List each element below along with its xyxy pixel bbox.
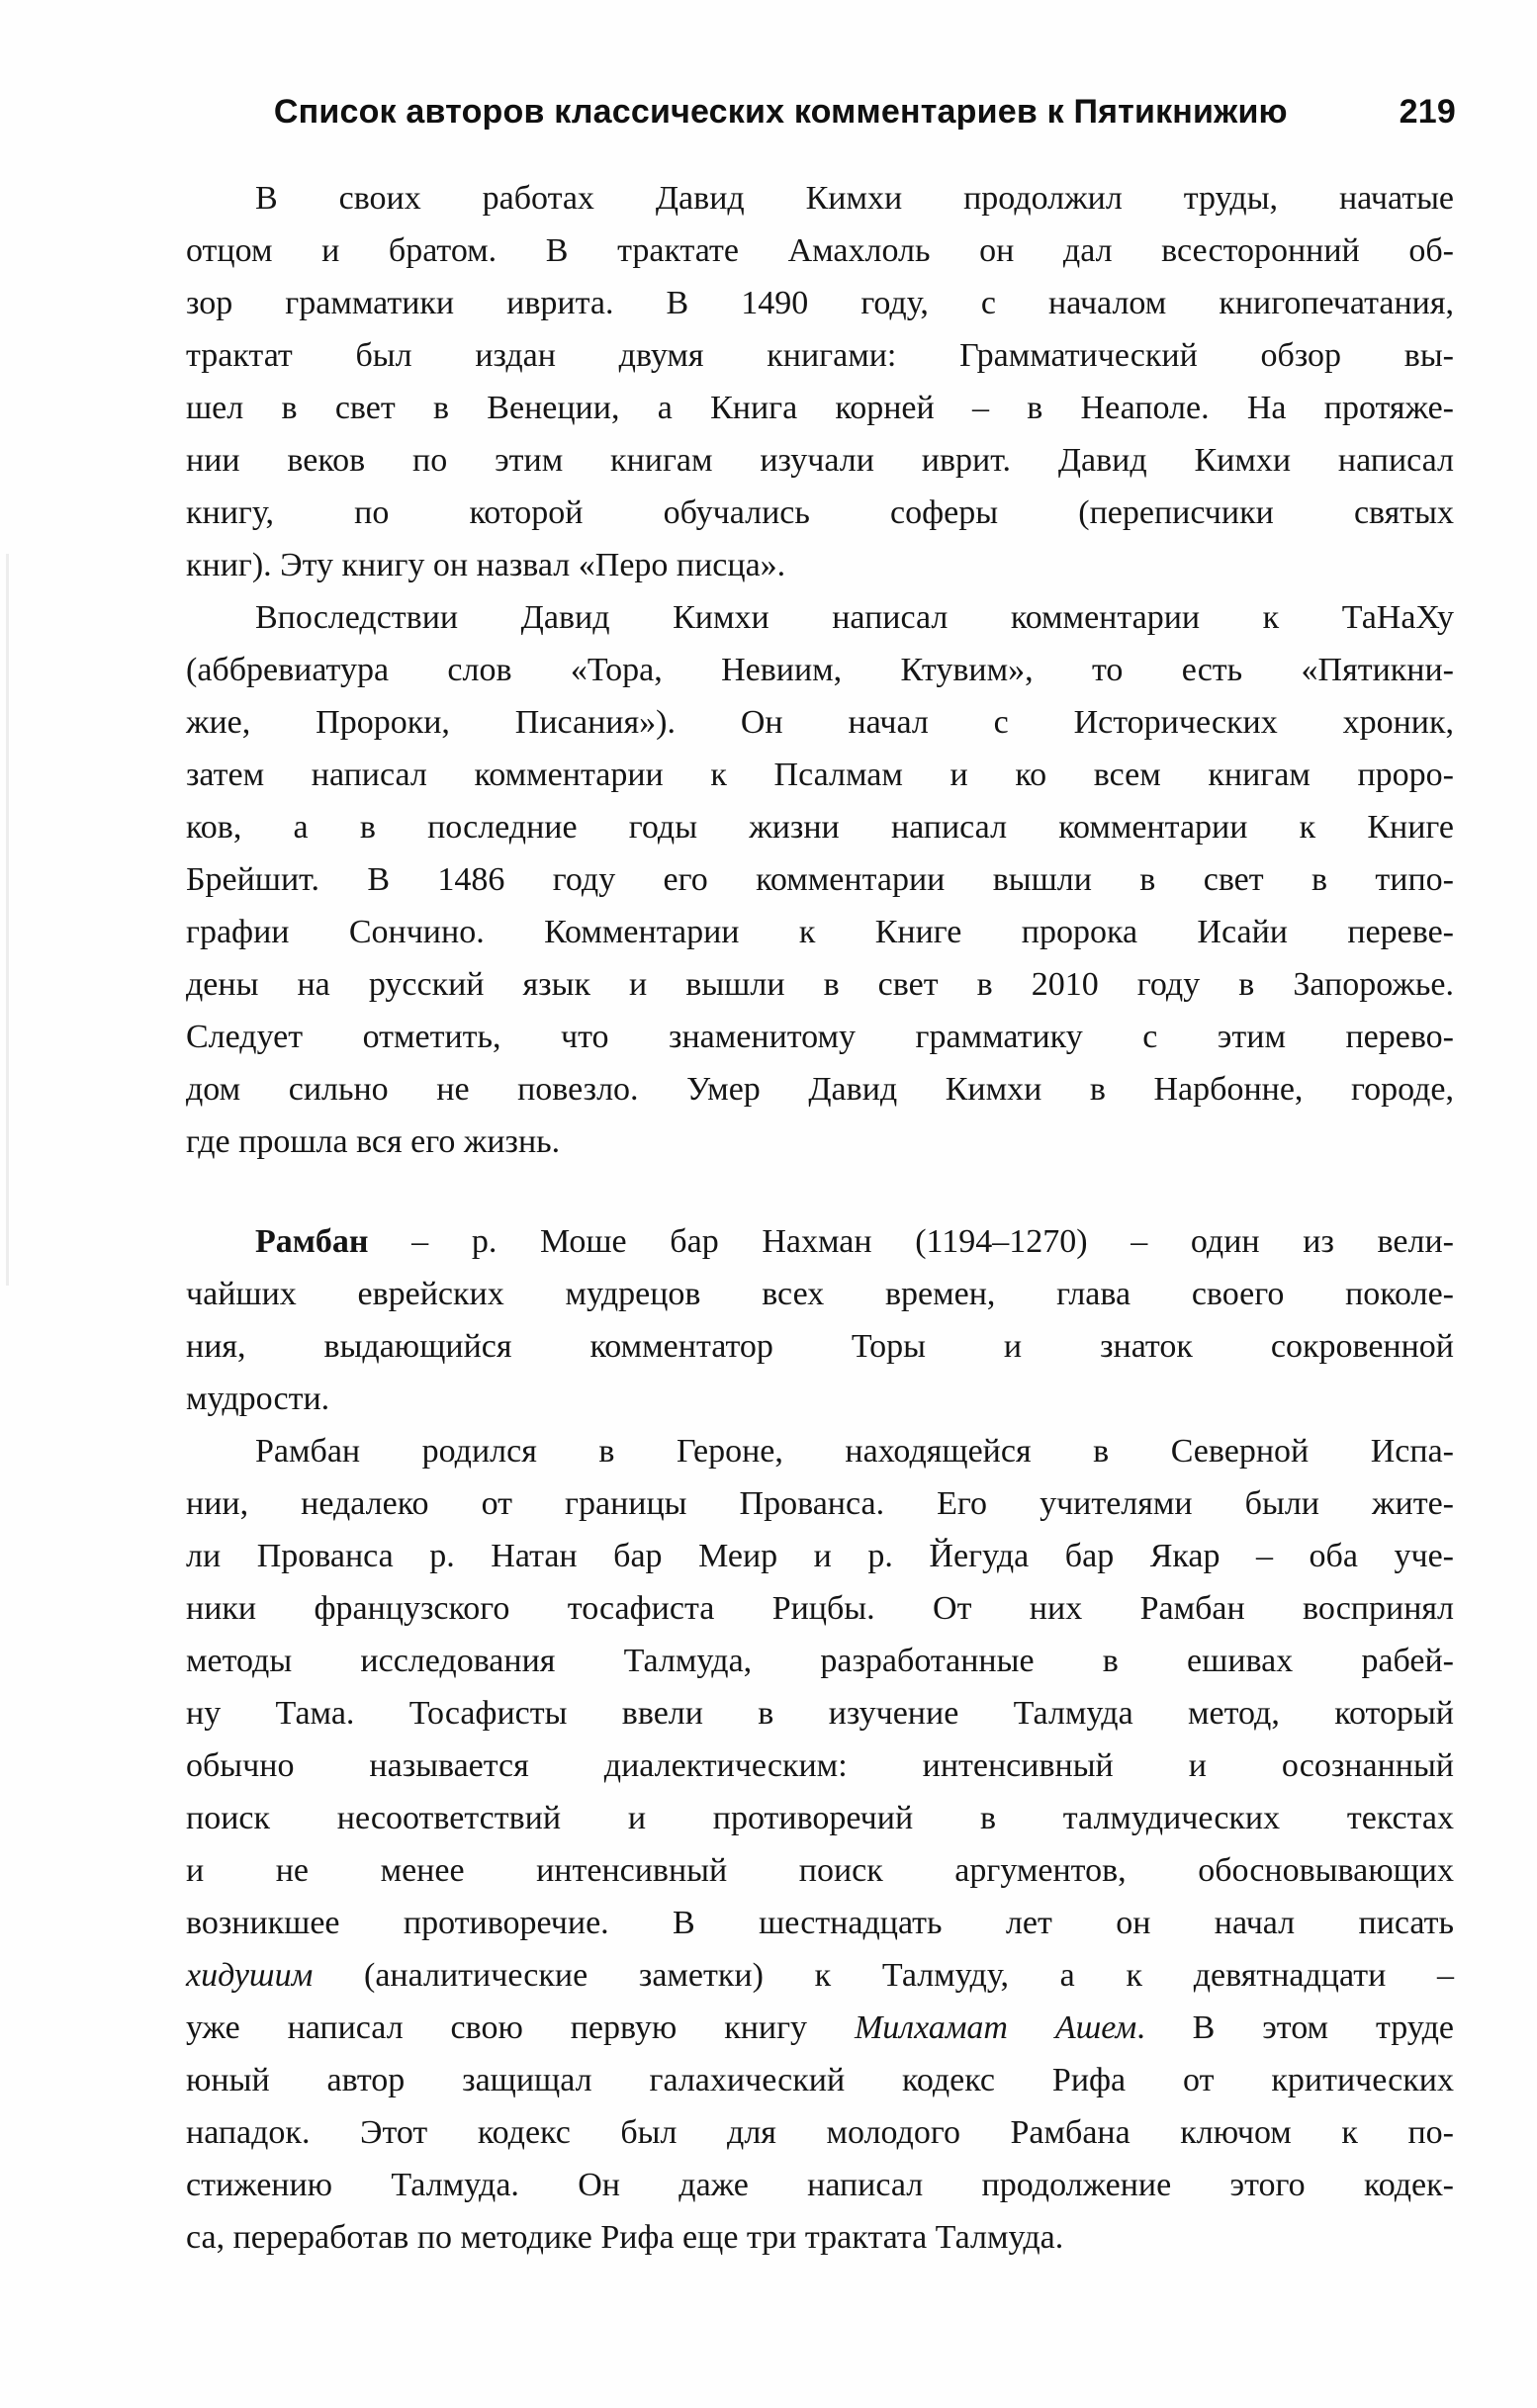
text-line <box>186 434 1454 487</box>
text-line <box>186 1582 1454 1635</box>
text-segment: зор грамматики иврита. В 1490 году, с началом книгопечатания, <box>186 285 1454 321</box>
text-segment: мудрости. <box>186 1381 330 1417</box>
page-body <box>186 172 1454 2264</box>
text-line <box>186 487 1454 539</box>
text-segment: книг). Эту книгу он назвал «Перо писца». <box>186 547 786 583</box>
text-segment: нии веков по этим книгам изучали иврит. Давид Кимхи написал <box>186 442 1454 479</box>
text-line <box>186 2211 1454 2264</box>
text-line <box>186 1949 1454 2002</box>
page-number: 219 <box>1399 93 1456 131</box>
text-line <box>186 749 1454 801</box>
text-segment: Впоследствии Давид Кимхи написал комментарии к ТаНаХу <box>255 599 1454 636</box>
text-line <box>186 277 1454 329</box>
text-segment: ники французского тосафиста Рицбы. От них Рамбан воспринял <box>186 1590 1454 1627</box>
text-segment: дом сильно не повезло. Умер Давид Кимхи в Нарбонне, городе, <box>186 1071 1454 1108</box>
text-segment: дены на русский язык и вышли в свет в 2010 году в Запорожье. <box>186 966 1454 1003</box>
text-line <box>186 1477 1454 1530</box>
text-line <box>186 2002 1454 2054</box>
text-segment: ков, а в последние годы жизни написал комментарии к Книге <box>186 809 1454 846</box>
text-segment: Брейшит. В 1486 году его комментарии вышли в свет в типо- <box>186 861 1454 898</box>
text-line <box>186 1268 1454 1320</box>
text-segment: – р. Моше бар Нахман (1194–1270) – один из вели- <box>368 1223 1454 1260</box>
text-line <box>186 958 1454 1011</box>
text-line <box>186 224 1454 277</box>
text-line <box>186 1635 1454 1687</box>
text-segment: юный автор защищал галахический кодекс Рифа от критических <box>186 2062 1454 2098</box>
italic-text: Милхамат Ашем <box>854 2009 1137 2046</box>
text-line <box>186 539 1454 591</box>
text-segment: уже написал свою первую книгу <box>186 2009 855 2046</box>
text-line <box>186 1115 1454 1168</box>
text-line <box>186 1739 1454 1792</box>
paragraph <box>186 1425 1454 2264</box>
text-line <box>186 2106 1454 2159</box>
text-segment: нападок. Этот кодекс был для молодого Рамбана ключом к по- <box>186 2114 1454 2151</box>
text-segment: (аббревиатура слов «Тора, Невиим, Ктувим», то есть «Пятикни- <box>186 652 1454 688</box>
text-segment: нии, недалеко от границы Прованса. Его учителями были жите- <box>186 1485 1454 1522</box>
text-line <box>186 1687 1454 1739</box>
text-line <box>186 1215 1454 1268</box>
text-line <box>186 696 1454 749</box>
text-segment: обычно называется диалектическим: интенсивный и осознанный <box>186 1747 1454 1784</box>
text-line <box>186 1373 1454 1425</box>
text-line <box>186 1425 1454 1477</box>
text-segment: Следует отметить, что знаменитому грамматику с этим перево- <box>186 1019 1454 1055</box>
text-segment: поиск несоответствий и противоречий в талмудических текстах <box>186 1800 1454 1836</box>
text-line <box>186 329 1454 382</box>
text-line <box>186 906 1454 958</box>
text-line <box>186 1320 1454 1373</box>
text-segment: графии Сончино. Комментарии к Книге пророка Исайи переве- <box>186 914 1454 950</box>
text-line <box>186 2054 1454 2106</box>
text-segment: отцом и братом. В трактате Амахлоль он дал всесторонний об- <box>186 232 1454 269</box>
paragraph <box>186 172 1454 591</box>
text-segment: стижению Талмуда. Он даже написал продолжение этого кодек- <box>186 2167 1454 2203</box>
text-segment: В своих работах Давид Кимхи продолжил труды, начатые <box>255 180 1454 217</box>
running-header <box>186 93 1456 131</box>
text-segment: ния, выдающийся комментатор Торы и знаток сокровенной <box>186 1328 1454 1365</box>
text-segment: и не менее интенсивный поиск аргументов, обосновывающих <box>186 1852 1454 1889</box>
italic-text: хидушим <box>186 1957 314 1994</box>
text-line <box>186 853 1454 906</box>
text-segment: шел в свет в Венеции, а Книга корней – в Неаполе. На протяже- <box>186 390 1454 426</box>
text-line <box>186 172 1454 224</box>
text-segment: где прошла вся его жизнь. <box>186 1123 561 1160</box>
text-line <box>186 591 1454 644</box>
text-segment: Рамбан родился в Героне, находящейся в Северной Испа- <box>255 1433 1454 1470</box>
paragraph <box>186 1215 1454 1425</box>
text-line <box>186 801 1454 853</box>
text-line <box>186 2159 1454 2211</box>
paragraph <box>186 591 1454 1168</box>
text-segment: ли Прованса р. Натан бар Меир и р. Йегуда бар Якар – оба уче- <box>186 1538 1454 1574</box>
text-segment: . В этом труде <box>1136 2009 1455 2046</box>
text-line <box>186 1844 1454 1897</box>
text-segment: методы исследования Талмуда, разработанные в ешивах рабей- <box>186 1643 1454 1679</box>
text-segment: трактат был издан двумя книгами: Грамматический обзор вы- <box>186 337 1454 374</box>
text-line <box>186 1063 1454 1115</box>
text-line <box>186 1530 1454 1582</box>
text-segment: ну Тама. Тосафисты ввели в изучение Талмуда метод, который <box>186 1695 1454 1732</box>
scan-artifact-line <box>6 554 9 1286</box>
text-segment: са, переработав по методике Рифа еще три трактата Талмуда. <box>186 2219 1064 2256</box>
running-header-title: Список авторов классических комментариев к Пятикнижию <box>273 93 1288 131</box>
text-segment: (аналитические заметки) к Талмуду, а к девятнадцати – <box>313 1957 1454 1994</box>
text-segment: возникшее противоречие. В шестнадцать лет он начал писать <box>186 1905 1454 1941</box>
bold-text: Рамбан <box>255 1223 369 1260</box>
text-line <box>186 382 1454 434</box>
text-segment: затем написал комментарии к Псалмам и ко всем книгам проро- <box>186 757 1454 793</box>
text-segment: книгу, по которой обучались соферы (переписчики святых <box>186 494 1454 531</box>
text-segment: чайших еврейских мудрецов всех времен, глава своего поколе- <box>186 1276 1454 1312</box>
text-line <box>186 1792 1454 1844</box>
text-segment: жие, Пророки, Писания»). Он начал с Исторических хроник, <box>186 704 1454 741</box>
text-line <box>186 644 1454 696</box>
text-line <box>186 1011 1454 1063</box>
text-line <box>186 1897 1454 1949</box>
